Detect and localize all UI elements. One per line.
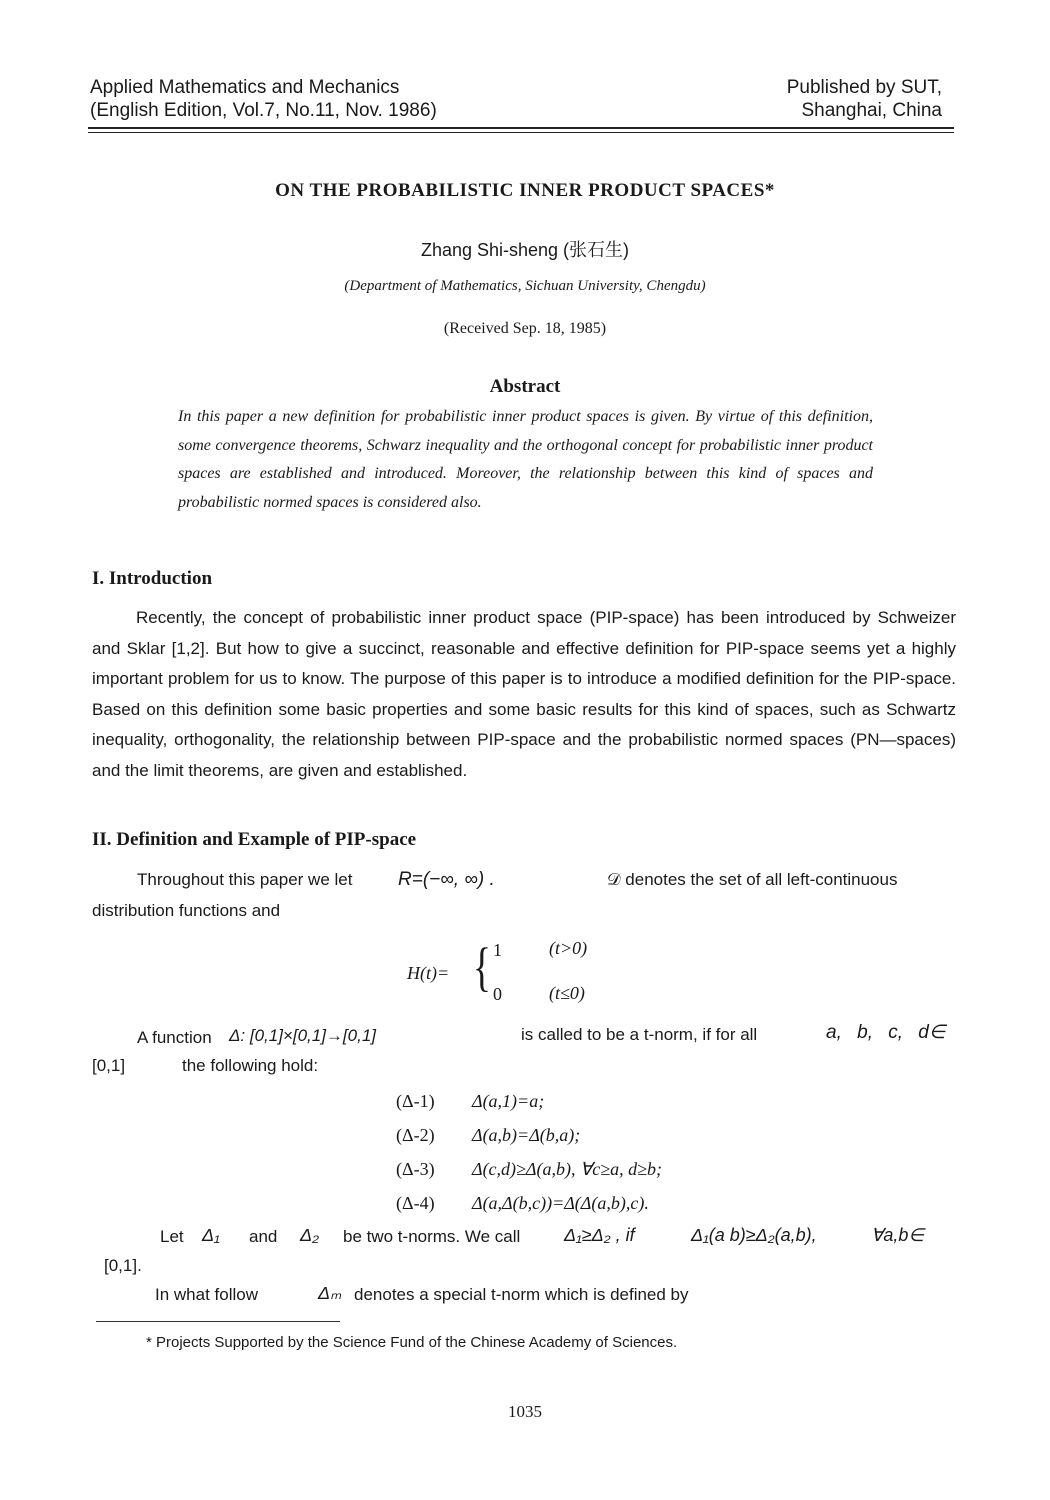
section-heading-introduction: I. Introduction [92,568,213,589]
ordering-symbol: Δ₁ [202,1225,220,1245]
author-affiliation: (Department of Mathematics, Sichuan University, Chengdu) [344,278,706,294]
axiom-label: (Δ-2) [396,1125,435,1145]
heaviside-case-condition: (t≤0) [549,983,585,1003]
heaviside-case-value: 1 [493,940,502,960]
ordering-text: Let [160,1227,184,1246]
axiom-label: (Δ-4) [396,1193,435,1213]
header-rule-thick [88,127,954,129]
abstract-text: In this paper a new definition for probabilistic inner product spaces is given. By virtue of this definition, some convergence theorems, Schwarz inequality and the orthogonal concept for probabilistic inner product spaces are established and introduced. Moreover, the relationship between this kind of spaces and probabilistic normed spaces is considered also. [178,408,873,511]
section-heading-definition: II. Definition and Example of PIP-space [92,829,417,850]
received-date: (Received Sep. 18, 1985) [443,320,607,337]
axiom-label: (Δ-3) [396,1159,435,1179]
tnorm-definition-text: A function [137,1028,212,1047]
abstract-heading: Abstract [489,376,561,397]
introduction-paragraph: Recently, the concept of probabilistic inner product space (PIP-space) has been introduced by Schweizer and Sklar [1,2]. But how to give a succinct, reasonable and effective definition for PIP-space seems yet a highly important problem for us to know. The purpose of this paper is to introduce a modified definition for the PIP-space. Based on this definition some basic properties and some basic results for this kind of spaces, such as Schwartz inequality, orthogonality, the relationship between PIP-space and the probabilistic normed spaces (PN—spaces) and the limit theorems, are given and established. [92,608,956,780]
ordering-quantifier: ∀a,b∈ [871,1225,925,1245]
page-number: 1035 [508,1402,542,1421]
publisher-location: Shanghai, China [801,100,942,121]
definition-text: Throughout this paper we let [137,870,353,889]
footnote: * Projects Supported by the Science Fund of the Chinese Academy of Sciences. [146,1334,678,1351]
publisher-name: Published by SUT, [786,77,942,98]
axiom-label: (Δ-1) [396,1091,435,1111]
axiom-formula: Δ(c,d)≥Δ(a,b), ∀c≥a, d≥b; [472,1159,663,1179]
tnorm-interval: [0,1] [92,1056,126,1075]
axiom-formula: Δ(a,Δ(b,c))=Δ(Δ(a,b),c). [472,1193,649,1213]
footnote-rule [96,1321,340,1322]
publisher-header [787,76,942,122]
heaviside-lhs: H(t)= [407,963,450,983]
ordering-relation: Δ₁≥Δ₂ , if [564,1225,635,1245]
journal-header [90,76,437,122]
ordering-symbol: Δ₂ [300,1225,319,1245]
tnorm-axiom [396,1154,662,1184]
tnorm-definition-text: is called to be a t-norm, if for all [521,1025,758,1044]
special-tnorm-text: denotes a special t-norm which is defined by [354,1285,689,1304]
ordering-text: and [249,1227,278,1246]
real-line-formula: R=(−∞, ∞) . [398,869,495,890]
axiom-formula: Δ(a,b)=Δ(b,a); [472,1125,581,1145]
definition-text: distribution functions and [92,901,281,920]
author-name: Zhang Shi-sheng (张石生) [420,240,630,260]
tnorm-axiom [396,1120,580,1150]
special-tnorm-symbol: Δₘ [318,1283,342,1303]
header-rule-thin [88,132,954,133]
ordering-text: be two t-norms. We call [343,1227,521,1246]
tnorm-variables: a, b, c, d∈ [826,1022,946,1043]
journal-name: Applied Mathematics and Mechanics [90,77,400,98]
heaviside-case-condition: (t>0) [549,938,588,958]
cases-brace: { [472,937,492,997]
definition-text: 𝒟 denotes the set of all left-continuous [607,870,898,889]
heaviside-case-value: 0 [493,984,502,1004]
special-tnorm-text: In what follow [155,1285,258,1304]
tnorm-mapping: Δ: [0,1]×[0,1]→[0,1] [229,1026,377,1045]
tnorm-definition-text: the following hold: [182,1056,319,1075]
ordering-interval: [0,1]. [104,1256,142,1275]
tnorm-axiom [396,1086,544,1116]
axiom-formula: Δ(a,1)=a; [472,1091,545,1111]
tnorm-axiom [396,1188,649,1218]
ordering-condition: Δ₁(a b)≥Δ₂(a,b), [691,1225,817,1245]
journal-issue: (English Edition, Vol.7, No.11, Nov. 1986) [90,100,437,121]
paper-title: ON THE PROBABILISTIC INNER PRODUCT SPACES* [275,180,775,201]
